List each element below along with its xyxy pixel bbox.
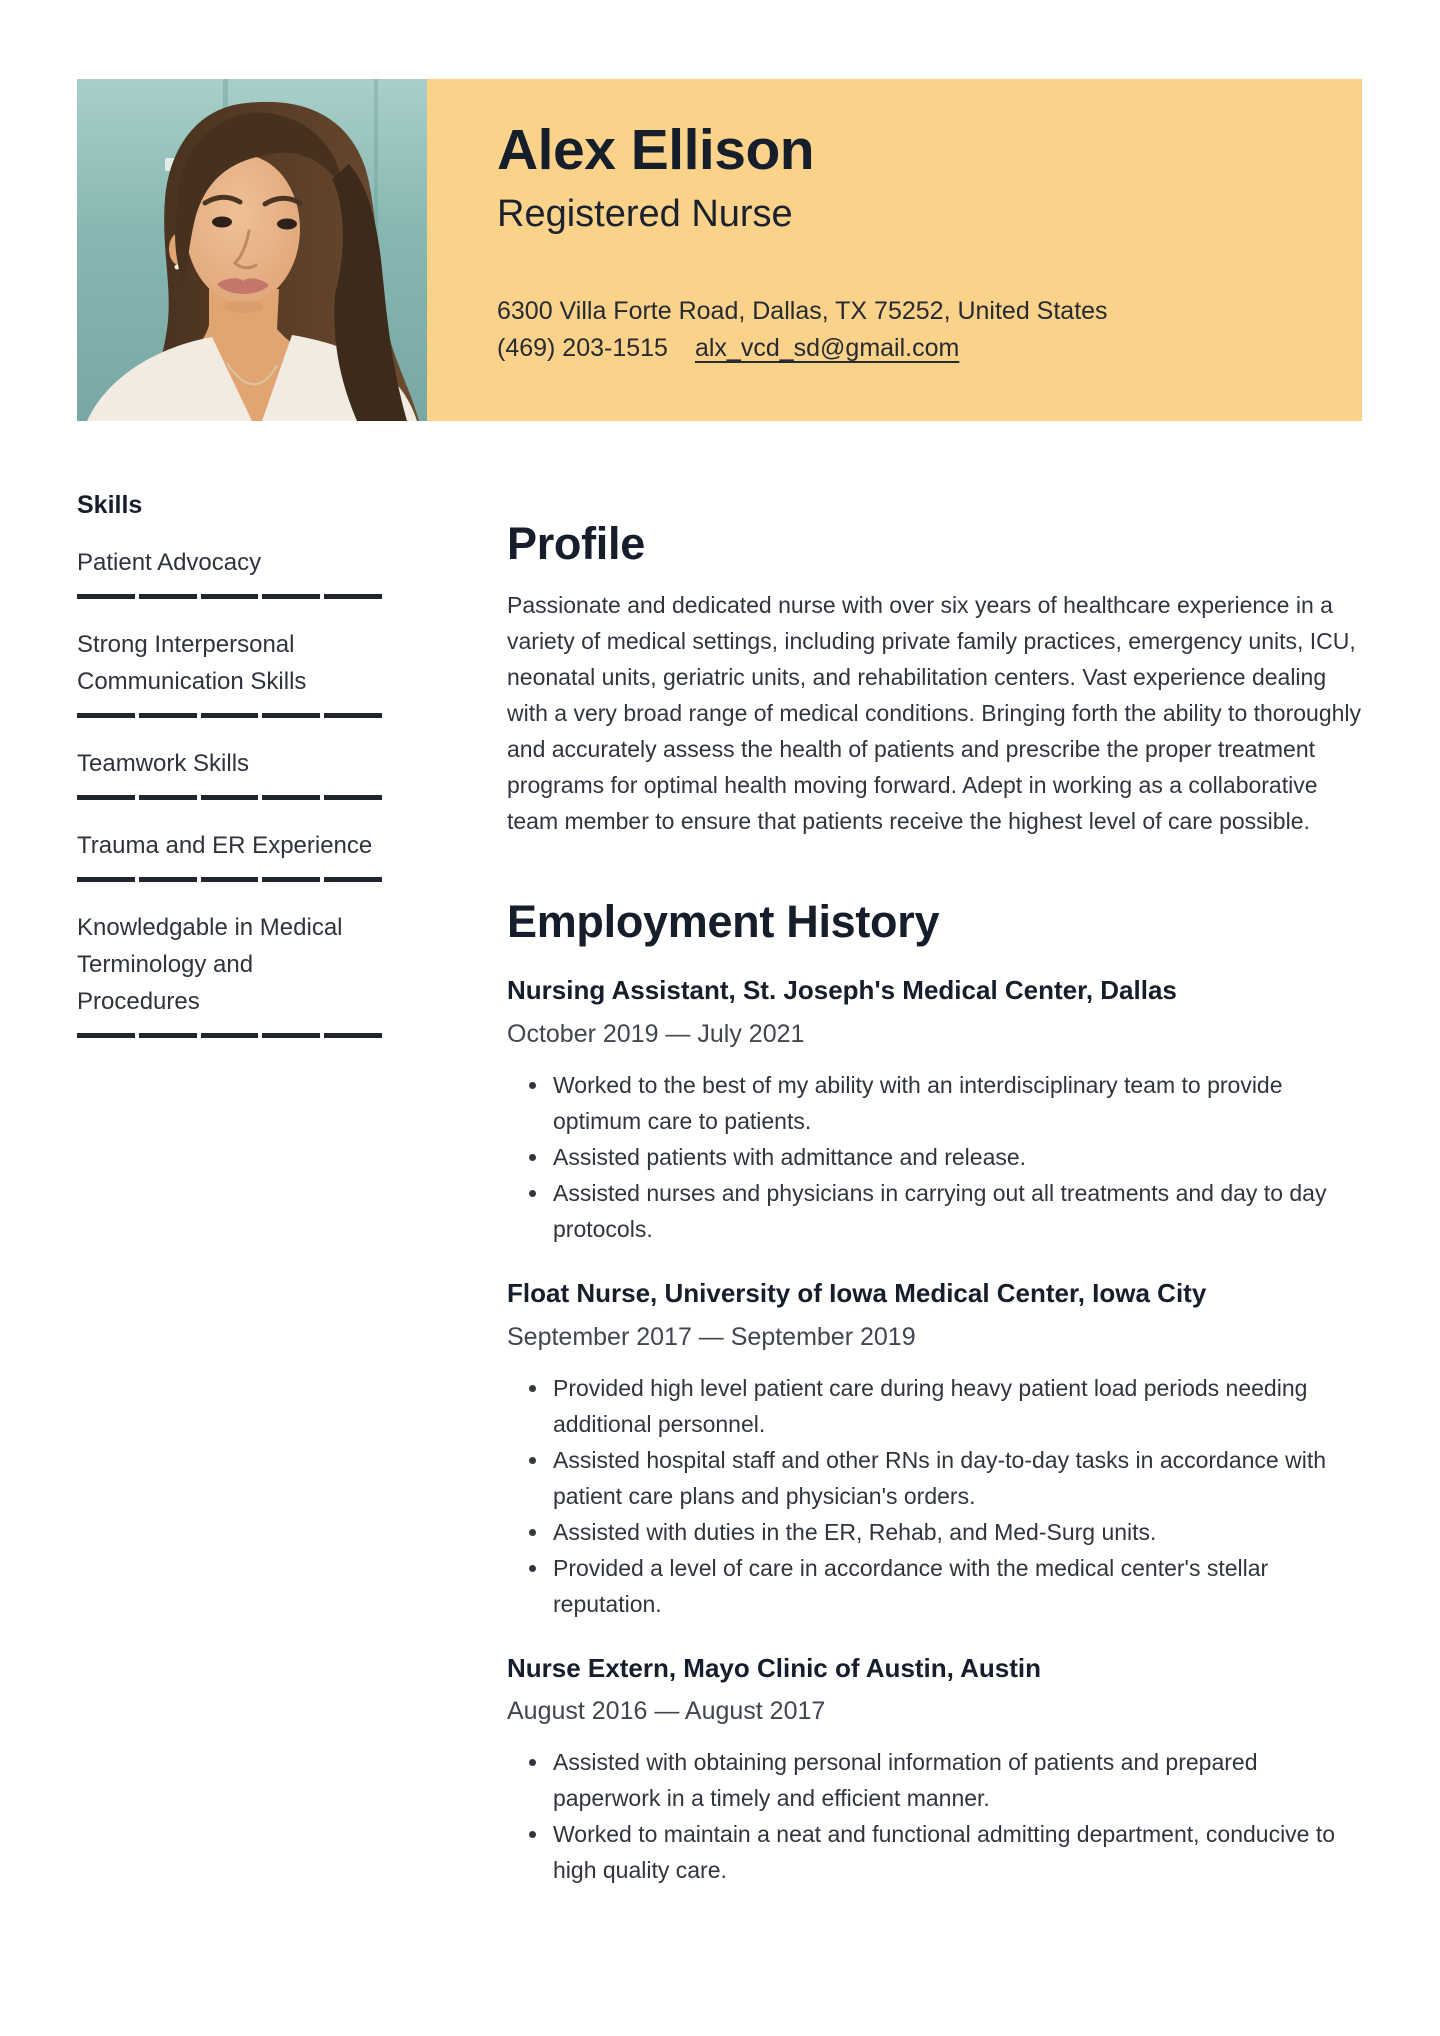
- bullet-text: Provided a level of care in accordance with the medical center's stellar reputation.: [553, 1554, 1269, 1617]
- bullet-text: Assisted nurses and physicians in carrying out all treatments and day to day protocols.: [553, 1179, 1327, 1242]
- skill-bar-segment: [262, 1033, 320, 1038]
- job-bullets: [507, 1744, 1362, 1888]
- skill-level-bar: [77, 1033, 382, 1038]
- skill-bar-segment: [324, 713, 382, 718]
- skill-bar-segment: [139, 795, 197, 800]
- job-bullet: [507, 1139, 1362, 1175]
- skill-level-bar: [77, 795, 382, 800]
- job-dates: August 2016 — August 2017: [507, 1697, 826, 1726]
- skill-item: [77, 909, 382, 1038]
- skill-name: Patient Advocacy: [77, 549, 262, 576]
- skill-bar-segment: [324, 594, 382, 599]
- skill-bar-segment: [77, 795, 135, 800]
- contact-phone: (469) 203-1515: [497, 334, 668, 363]
- skill-bar-segment: [324, 795, 382, 800]
- employment-heading: Employment History: [507, 895, 940, 947]
- skill-bar-segment: [201, 795, 259, 800]
- skill-name: Trauma and ER Experience: [77, 832, 373, 859]
- skill-bar-segment: [139, 1033, 197, 1038]
- job-bullet: [507, 1744, 1362, 1816]
- job-bullet: [507, 1370, 1362, 1442]
- bullet-dot: [529, 1529, 536, 1536]
- skill-level-bar: [77, 713, 382, 718]
- bullet-text: Assisted hospital staff and other RNs in day-to-day tasks in accordance with patient care plans and physician's orders.: [553, 1446, 1327, 1509]
- skill-bar-segment: [262, 877, 320, 882]
- job-dates: October 2019 — July 2021: [507, 1019, 805, 1048]
- job-title: Nursing Assistant, St. Joseph's Medical Center, Dallas: [507, 975, 1177, 1005]
- main-column: [507, 485, 1362, 1888]
- skill-bar-segment: [201, 1033, 259, 1038]
- skill-bar-segment: [324, 877, 382, 882]
- skill-name: Strong Interpersonal Communication Skills: [77, 631, 307, 695]
- job-title: Nurse Extern, Mayo Clinic of Austin, Austin: [507, 1652, 1042, 1683]
- bullet-text: Provided high level patient care during heavy patient load periods needing additional personnel.: [553, 1374, 1308, 1437]
- skill-bar-segment: [77, 713, 135, 718]
- job-bullet: [507, 1442, 1362, 1514]
- header-info-panel: [427, 79, 1362, 421]
- bullet-dot: [529, 1565, 536, 1572]
- bullet-dot: [529, 1759, 536, 1766]
- job-bullet: [507, 1175, 1362, 1247]
- contact-block: [497, 293, 1322, 367]
- skill-bar-segment: [77, 1033, 135, 1038]
- skill-item: [77, 626, 382, 718]
- skill-bar-segment: [262, 713, 320, 718]
- skill-bar-segment: [262, 795, 320, 800]
- sidebar: [77, 485, 382, 1888]
- contact-row: [497, 330, 1322, 367]
- bullet-dot: [529, 1831, 536, 1838]
- job-item: [507, 1652, 1362, 1889]
- skills-list: [77, 544, 382, 1038]
- skill-bar-segment: [139, 877, 197, 882]
- profile-heading: Profile: [507, 518, 645, 569]
- job-bullets: [507, 1067, 1362, 1247]
- bullet-text: Assisted with obtaining personal information of patients and prepared paperwork in a timely and efficient manner.: [553, 1749, 1258, 1812]
- skill-bar-segment: [201, 594, 259, 599]
- skill-item: [77, 544, 382, 599]
- skills-heading: Skills: [77, 491, 143, 519]
- bullet-text: Assisted patients with admittance and release.: [553, 1143, 1027, 1170]
- bullet-dot: [529, 1385, 536, 1392]
- skill-name: Knowledgable in Medical Terminology and Procedures: [77, 914, 343, 1015]
- job-dates: September 2017 — September 2019: [507, 1322, 916, 1351]
- bullet-dot: [529, 1154, 536, 1161]
- skill-bar-segment: [262, 594, 320, 599]
- bullet-text: Worked to maintain a neat and functional admitting department, conducive to high quality care.: [553, 1821, 1336, 1884]
- skill-item: [77, 827, 382, 882]
- header: [77, 79, 1362, 421]
- profile-text: Passionate and dedicated nurse with over six years of healthcare experience in a variety of medical settings, including private family practices, emergency units, ICU, neonatal units, geriatric units, and rehabilitation centers. Vast experience dealing with a very broad range of medical conditions. Bringing forth the ability to thoroughly and accurately assess the health of patients and prescribe the proper treatment programs for optimal health moving forward. Adept in working as a collaborative team member to ensure that patients receive the highest level of care possible.: [507, 591, 1362, 834]
- skill-bar-segment: [139, 594, 197, 599]
- bullet-dot: [529, 1457, 536, 1464]
- candidate-role: Registered Nurse: [497, 192, 793, 235]
- bullet-text: Worked to the best of my ability with an interdisciplinary team to provide optimum care to patients.: [553, 1071, 1283, 1134]
- job-item: [507, 974, 1362, 1247]
- profile-photo: [77, 79, 427, 421]
- bullet-dot: [529, 1082, 536, 1089]
- job-item: [507, 1277, 1362, 1622]
- bullet-text: Assisted with duties in the ER, Rehab, and Med-Surg units.: [553, 1518, 1157, 1545]
- job-bullet: [507, 1816, 1362, 1888]
- skill-level-bar: [77, 877, 382, 882]
- jobs-list: [507, 974, 1362, 1888]
- skill-bar-segment: [324, 1033, 382, 1038]
- job-bullet: [507, 1067, 1362, 1139]
- job-title: Float Nurse, University of Iowa Medical Center, Iowa City: [507, 1277, 1207, 1308]
- skill-bar-segment: [77, 877, 135, 882]
- skill-bar-segment: [77, 594, 135, 599]
- bullet-dot: [529, 1190, 536, 1197]
- job-bullet: [507, 1514, 1362, 1550]
- skill-bar-segment: [201, 877, 259, 882]
- contact-address: 6300 Villa Forte Road, Dallas, TX 75252, United States: [497, 297, 1108, 326]
- skill-bar-segment: [139, 713, 197, 718]
- skill-level-bar: [77, 594, 382, 599]
- skill-bar-segment: [201, 713, 259, 718]
- contact-email-link[interactable]: alx_vcd_sd@gmail.com: [694, 334, 960, 363]
- content-columns: [77, 485, 1362, 1888]
- job-bullet: [507, 1550, 1362, 1622]
- skill-name: Teamwork Skills: [77, 750, 250, 777]
- skill-item: [77, 745, 382, 800]
- job-bullets: [507, 1370, 1362, 1622]
- candidate-name: Alex Ellison: [497, 118, 815, 182]
